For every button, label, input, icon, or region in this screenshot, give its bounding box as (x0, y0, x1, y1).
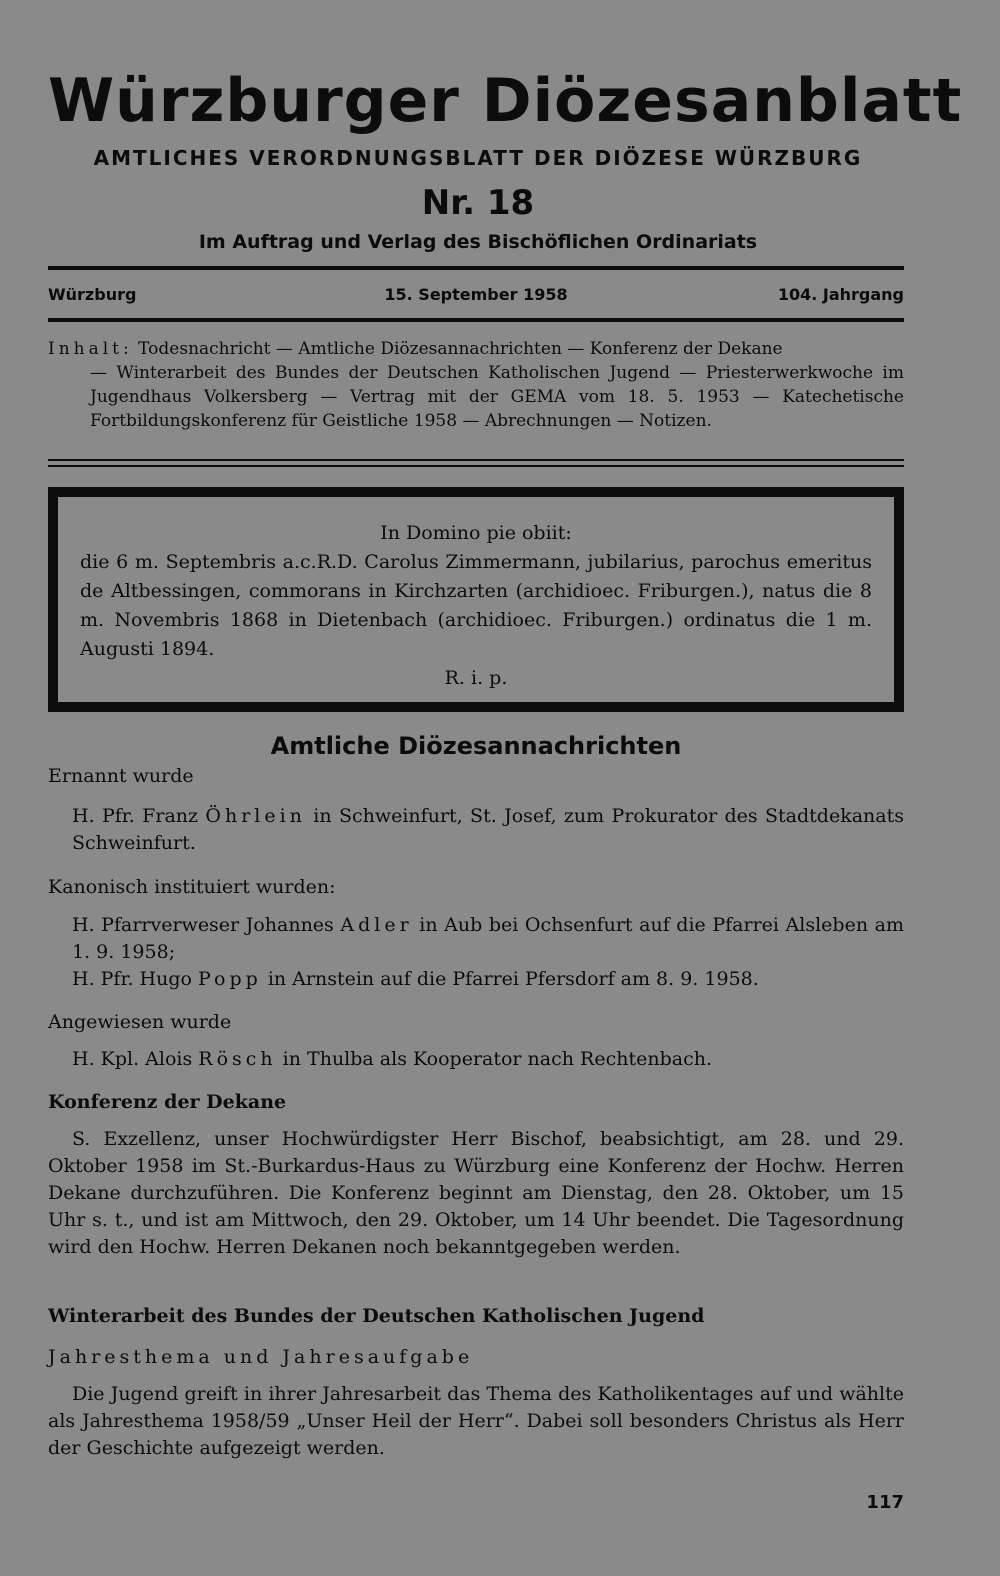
journal-subtitle: AMTLICHES VERORDNUNGSBLATT DER DIÖZESE WÜRZBURG (93, 146, 863, 170)
contents-rule-2 (48, 465, 904, 467)
issue-number: Nr. 18 (421, 183, 535, 223)
publisher-line: Im Auftrag und Verlag des Bischöflichen Ordinariats (198, 231, 758, 253)
instituted-entry-2 (48, 966, 904, 993)
dateline (48, 282, 904, 308)
assigned-pre: H. Kpl. Alois (72, 1048, 199, 1070)
deans-heading: Konferenz der Dekane (48, 1091, 287, 1113)
obituary-body: die 6 m. Septembris a.c.R.D. Carolus Zimmermann, jubilarius, parochus emeritus de Altbessingen, commorans in Kirchzarten (archidioec. Friburgen.), natus die 8 m. Novembris 1868 in Dietenbach (archidioec. Friburgen.) ordinatus die 1 m. Augusti 1894. (80, 551, 872, 660)
instituted-2-pre: H. Pfr. Hugo (72, 968, 198, 990)
contents-rest: — Winterarbeit des Bundes der Deutschen Katholischen Jugend — Priesterwerkwoche im Jugendhaus Volkersberg — Vertrag mit der GEMA vom 18. 5. 1953 — Katechetische Fortbildungskonferenz für Geistliche 1958 — Abrechnungen — Notizen. (90, 363, 904, 431)
appointed-label: Ernannt wurde (48, 765, 194, 787)
page-number: 117 (866, 1492, 904, 1513)
assigned-label: Angewiesen wurde (48, 1011, 232, 1033)
appointed-pre: H. Pfr. Franz (72, 805, 206, 827)
contents-label: Inhalt: (48, 339, 133, 359)
youth-body: Die Jugend greift in ihrer Jahresarbeit das Thema des Katholikentages auf und wählte als Jahresthema 1958/59 „Unser Heil der Herr“. Dabei soll besonders Christus als Herr der Geschichte aufgezeigt werden. (48, 1383, 904, 1459)
dateline-volume: 104. Jahrgang (777, 285, 904, 304)
contents-line-1: Todesnachricht — Amtliche Diözesannachrichten — Konferenz der Dekane (138, 339, 783, 359)
obituary-heading: In Domino pie obiit: (380, 522, 572, 544)
deans-body: S. Exzellenz, unser Hochwürdigster Herr Bischof, beabsichtigt, am 28. und 29. Oktober 1958 im St.-Burkardus-Haus zu Würzburg eine Konferenz der Hochw. Herren Dekane durchzuführen. Die Konferenz beginnt am Dienstag, den 28. Oktober, um 15 Uhr s. t., und ist am Mittwoch, den 29. Oktober, um 14 Uhr beendet. Die Tagesordnung wird den Hochw. Herren Dekanen noch bekanntgegeben werden. (48, 1128, 904, 1258)
contents-rule-1 (48, 459, 904, 461)
dateline-place: Würzburg (48, 285, 137, 304)
instituted-2-name: Popp (198, 968, 262, 990)
assigned-name: Rösch (198, 1048, 277, 1070)
appointed-entry (48, 803, 904, 857)
assigned-entry (48, 1046, 904, 1073)
instituted-label: Kanonisch instituiert wurden: (48, 876, 336, 898)
obituary-text (80, 519, 872, 693)
news-heading: Amtliche Diözesannachrichten (270, 732, 682, 760)
obituary-closing: R. i. p. (444, 667, 508, 689)
dateline-rule (48, 318, 904, 322)
instituted-1-post: in Aub bei Ochsenfurt auf die Pfarrei Alsleben am 1. 9. 1958; (72, 914, 904, 963)
instituted-1-pre: H. Pfarrverweser Johannes (72, 914, 341, 936)
youth-subheading: Jahresthema und Jahresaufgabe (48, 1346, 474, 1368)
instituted-1-name: Adler (340, 914, 413, 936)
dateline-date: 15. September 1958 (384, 285, 568, 304)
youth-heading: Winterarbeit des Bundes der Deutschen Katholischen Jugend (48, 1305, 705, 1327)
appointed-post: in Schweinfurt, St. Josef, zum Prokurator des Stadtdekanats Schweinfurt. (72, 805, 905, 854)
table-of-contents (48, 337, 904, 433)
obituary-box (48, 487, 904, 712)
journal-title: Würzburger Diözesanblatt (48, 66, 963, 136)
assigned-post: in Thulba als Kooperator nach Rechtenbach. (276, 1048, 712, 1070)
instituted-2-post: in Arnstein auf die Pfarrei Pfersdorf am 8. 9. 1958. (261, 968, 759, 990)
top-rule (48, 266, 904, 270)
instituted-entry-1 (48, 912, 904, 966)
appointed-name: Öhrlein (205, 805, 306, 827)
